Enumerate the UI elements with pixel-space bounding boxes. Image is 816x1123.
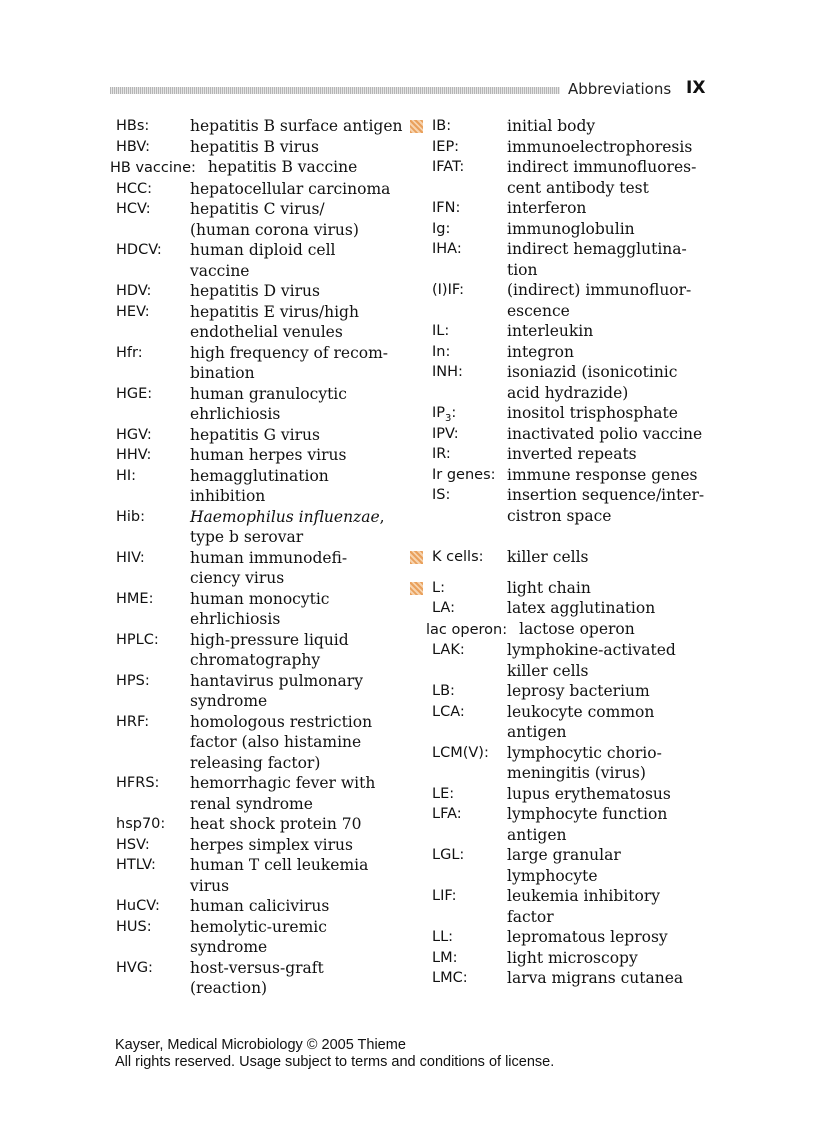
abbreviation-definition-line: host-versus-graft (190, 958, 324, 977)
abbreviation-term: LM: (432, 949, 458, 966)
section-marker-icon (410, 551, 423, 564)
abbreviation-definition-line: hemagglutination (190, 466, 329, 485)
abbreviation-definition-line: syndrome (190, 692, 268, 710)
abbreviation-definition-line: vaccine (190, 261, 250, 280)
abbreviation-term: HHV: (116, 447, 152, 463)
abbreviation-term: lac operon: (426, 621, 508, 638)
abbreviation-definition-line: lymphokine-activated (507, 641, 676, 659)
abbreviation-entry-ir-genes (408, 465, 708, 486)
abbreviation-entry-inh (408, 362, 708, 403)
abbreviation-definition-line: human diploid cell (190, 241, 336, 259)
abbreviation-term: LFA: (432, 806, 462, 822)
abbreviation-entry-hev (110, 302, 406, 343)
abbreviation-definition-line: factor (also histamine (190, 733, 362, 751)
abbreviation-term: LMC: (432, 970, 468, 986)
abbreviation-entry-hgv (110, 425, 406, 446)
abbreviation-term: IHA: (432, 241, 462, 257)
abbreviation-entry-ig (408, 219, 708, 240)
abbreviation-term: HDV: (116, 283, 152, 299)
abbreviation-term: HVG: (116, 959, 153, 976)
abbreviation-definition-line: meningitis (virus) (507, 764, 646, 782)
abbreviation-entry-hi (110, 466, 406, 507)
abbreviation-entry-hps (110, 671, 406, 712)
abbreviation-entry-hcv (110, 199, 406, 240)
abbreviation-definition-line: tion (507, 260, 538, 279)
abbreviation-term: HRF: (116, 713, 150, 730)
abbreviation-term: LB: (432, 683, 455, 699)
footer-line-1: Kayser, Medical Microbiology © 2005 Thieme (115, 1037, 406, 1053)
abbreviation-term: IB: (432, 118, 452, 134)
abbreviation-definition-line: lymphocyte (507, 866, 598, 885)
abbreviation-definition-line: heat shock protein 70 (190, 815, 362, 833)
abbreviation-definition-line: hepatitis D virus (190, 282, 320, 300)
subscript: 3 (445, 412, 452, 424)
abbreviation-term: LIF: (432, 888, 457, 904)
abbreviation-definition-line: inverted repeats (507, 445, 637, 463)
abbreviation-term: LCA: (432, 703, 465, 720)
abbreviation-definition-line: factor (507, 907, 554, 926)
abbreviation-entry-lm (408, 948, 708, 969)
abbreviation-entry-hb-vaccine (110, 157, 406, 179)
header-rule (110, 87, 560, 94)
abbreviation-definition-line: (indirect) immunofluor- (507, 281, 692, 299)
abbreviation-definition-line: hemorrhagic fever with (190, 774, 376, 792)
abbreviation-definition-line: human T cell leukemia (190, 856, 369, 874)
abbreviation-term: IS: (432, 487, 451, 503)
abbreviation-term: Hib: (116, 508, 146, 525)
abbreviation-definition-line: human granulocytic (190, 384, 347, 403)
abbreviation-entry-hfrs (110, 773, 406, 814)
abbreviation-definition-line: ciency virus (190, 569, 285, 587)
abbreviation-term: LA: (432, 600, 455, 616)
abbreviation-term: HME: (116, 590, 154, 607)
abbreviation-entry-lb (408, 681, 708, 702)
abbreviation-definition-line: human calicivirus (190, 897, 330, 915)
right-column (408, 116, 708, 989)
abbreviation-definition-line: hepatocellular carcinoma (190, 179, 391, 198)
abbreviation-term: LCM(V): (432, 744, 489, 761)
abbreviation-term: HSV: (116, 836, 150, 853)
abbreviation-definition-line: hepatitis B virus (190, 137, 319, 156)
abbreviation-term: HBs: (116, 118, 150, 134)
abbreviation-term: (I)IF: (432, 282, 464, 298)
abbreviation-entry-lif (408, 886, 708, 927)
abbreviation-term: Ig: (432, 220, 451, 237)
abbreviation-entry-iep (408, 137, 708, 158)
abbreviation-entry-l (408, 578, 708, 599)
abbreviation-definition-line: hepatitis B surface antigen (190, 117, 403, 135)
abbreviation-definition-line: ehrlichiosis (190, 405, 281, 423)
abbreviation-definition-line: inhibition (190, 487, 266, 505)
abbreviation-definition-line: immunoglobulin (507, 219, 635, 238)
abbreviation-term: HPLC: (116, 631, 159, 648)
abbreviation-entry-le (408, 784, 708, 805)
abbreviation-term: HCV: (116, 201, 151, 217)
page-number: IX (686, 78, 706, 98)
abbreviation-term: HuCV: (116, 898, 160, 914)
abbreviation-definition-line: releasing factor) (190, 753, 321, 772)
abbreviation-definition-line: syndrome (190, 938, 268, 956)
abbreviation-entry-lmc (408, 968, 708, 989)
abbreviation-entry-hdv (110, 281, 406, 302)
abbreviation-term: Ir genes: (432, 466, 496, 483)
section-gap (408, 568, 708, 578)
abbreviation-entry-ir (408, 444, 708, 465)
abbreviation-definition-line: interferon (507, 199, 587, 217)
abbreviation-term: IFAT: (432, 159, 465, 175)
abbreviation-definition: lactose operon (519, 619, 635, 638)
abbreviation-term: HIV: (116, 549, 145, 566)
abbreviation-definition-line: killer cells (507, 661, 589, 680)
abbreviation-definition-line: (reaction) (190, 979, 268, 997)
abbreviation-entry-hcc (110, 179, 406, 200)
abbreviation-term: IL: (432, 323, 450, 339)
abbreviation-entry-lgl (408, 845, 708, 886)
abbreviation-definition-line: large granular (507, 846, 621, 864)
abbreviation-entry-k-cells (408, 547, 708, 568)
abbreviation-definition-line: antigen (507, 825, 567, 844)
abbreviation-term: LE: (432, 785, 455, 802)
abbreviation-definition-line: human monocytic (190, 589, 330, 608)
abbreviation-definition-line: chromatography (190, 651, 321, 669)
abbreviation-definition-line: type b serovar (190, 528, 304, 546)
section-marker-icon (410, 120, 423, 133)
abbreviation-entry-lac-operon (408, 619, 708, 641)
abbreviation-definition-line: antigen (507, 723, 567, 741)
abbreviation-entry-in (408, 342, 708, 363)
abbreviation-definition-line: integron (507, 342, 574, 361)
abbreviation-term: LL: (432, 929, 454, 945)
abbreviation-definition-line: immune response genes (507, 465, 698, 484)
abbreviation-definition-line: herpes simplex virus (190, 835, 353, 854)
abbreviation-term: HCC: (116, 180, 153, 197)
abbreviation-entry-iha (408, 239, 708, 280)
abbreviation-entry-lak (408, 640, 708, 681)
abbreviation-term: INH: (432, 364, 463, 380)
abbreviation-term: HI: (116, 467, 137, 484)
abbreviation-entry-htlv (110, 855, 406, 896)
abbreviation-term: HB vaccine: (110, 160, 196, 176)
abbreviation-definition-line: insertion sequence/inter- (507, 486, 705, 504)
abbreviation-definition-line: isoniazid (isonicotinic (507, 363, 678, 381)
abbreviation-entry-hfr (110, 343, 406, 384)
abbreviation-definition-line: escence (507, 301, 570, 320)
abbreviation-entry-ifat (408, 157, 708, 198)
abbreviation-entry-hbv (110, 137, 406, 158)
abbreviation-entry-hus (110, 917, 406, 958)
abbreviation-definition-line: virus (190, 876, 230, 895)
abbreviation-entry-hbs (110, 116, 406, 137)
inline-entry-line (110, 157, 406, 179)
abbreviation-definition-line: human herpes virus (190, 446, 347, 464)
abbreviation-term: HEV: (116, 303, 150, 320)
abbreviation-entry-hrf (110, 712, 406, 774)
abbreviation-entry-hiv (110, 548, 406, 589)
abbreviation-entry-hvg (110, 958, 406, 999)
abbreviation-definition-line: hepatitis C virus/ (190, 200, 325, 218)
abbreviation-term: HTLV: (116, 857, 156, 873)
footer-line-2: All rights reserved. Usage subject to terms and conditions of license. (115, 1054, 555, 1070)
abbreviation-definition-line: leukemia inhibitory (507, 887, 660, 905)
abbreviation-entry-la (408, 598, 708, 619)
abbreviation-term: HDCV: (116, 242, 162, 258)
abbreviation-entry-hucv (110, 896, 406, 917)
abbreviation-entry-hsp70 (110, 814, 406, 835)
abbreviation-entry-hhv (110, 445, 406, 466)
abbreviation-entry-lfa (408, 804, 708, 845)
abbreviation-definition-line: cent antibody test (507, 178, 649, 197)
abbreviation-definition-line: latex agglutination (507, 599, 656, 617)
abbreviation-term: IPV: (432, 425, 459, 442)
abbreviation-definition-line: homologous restriction (190, 712, 373, 731)
abbreviation-term: HFRS: (116, 775, 160, 791)
abbreviation-term: IFN: (432, 200, 461, 216)
abbreviation-definition-line: killer cells (507, 548, 589, 566)
abbreviation-term: LGL: (432, 847, 465, 863)
abbreviation-term: HBV: (116, 138, 151, 155)
abbreviation-entry-ll (408, 927, 708, 948)
abbreviation-definition-line: (human corona virus) (190, 220, 359, 239)
abbreviation-definition-line: leprosy bacterium (507, 682, 650, 700)
abbreviation-entry-hplc (110, 630, 406, 671)
abbreviation-entry-hdcv (110, 240, 406, 281)
abbreviation-definition-line: Haemophilus influenzae, (190, 507, 385, 526)
abbreviation-definition-line: renal syndrome (190, 794, 313, 813)
abbreviation-definition-line: initial body (507, 117, 596, 135)
abbreviation-term: HUS: (116, 918, 152, 935)
abbreviation-definition-line: lepromatous leprosy (507, 928, 668, 946)
abbreviation-definition-line: larva migrans cutanea (507, 969, 684, 987)
abbreviation-definition-line: hepatitis G virus (190, 425, 320, 444)
copyright-footer (115, 1037, 554, 1071)
abbreviation-term: In: (432, 343, 451, 360)
abbreviation-definition-line: lymphocyte function (507, 805, 668, 823)
abbreviation-definition-line: leukocyte common (507, 702, 655, 721)
abbreviation-definition-line: inactivated polio vaccine (507, 424, 703, 443)
abbreviation-definition-line: lymphocytic chorio- (507, 743, 662, 762)
abbreviation-entry-il (408, 321, 708, 342)
abbreviation-term: Hfr: (116, 344, 143, 361)
abbreviation-entry-hib (110, 507, 406, 548)
section-gap (408, 526, 708, 547)
abbreviation-definition-line: high frequency of recom- (190, 343, 389, 362)
abbreviation-definition-line: inositol trisphosphate (507, 404, 678, 422)
abbreviation-definition-line: light microscopy (507, 948, 638, 967)
abbreviation-entry-ib (408, 116, 708, 137)
abbreviation-definition-line: indirect immunofluores- (507, 158, 697, 176)
abbreviation-definition-line: indirect hemagglutina- (507, 240, 687, 258)
abbreviation-entry-lcm-v (408, 743, 708, 784)
abbreviation-definition-line: light chain (507, 578, 591, 597)
abbreviation-definition-line: endothelial venules (190, 323, 343, 341)
abbreviation-definition-line: hantavirus pulmonary (190, 671, 363, 690)
abbreviation-entry-ifn (408, 198, 708, 219)
abbreviation-definition-line: human immunodefi- (190, 548, 348, 567)
abbreviation-term: IR: (432, 446, 451, 462)
abbreviation-entry-hme (110, 589, 406, 630)
abbreviation-definition-line: bination (190, 364, 255, 382)
abbreviation-definition: hepatitis B vaccine (207, 158, 358, 176)
abbreviation-definition-line: lupus erythematosus (507, 784, 671, 803)
inline-entry-line (408, 619, 708, 641)
abbreviation-entry-lca (408, 702, 708, 743)
abbreviation-entry-hsv (110, 835, 406, 856)
abbreviation-definition-line: cistron space (507, 506, 612, 525)
section-marker-icon (410, 582, 423, 595)
abbreviation-definition-line: ehrlichiosis (190, 610, 281, 628)
abbreviation-definition-line: acid hydrazide) (507, 383, 629, 402)
abbreviation-term: HPS: (116, 672, 150, 689)
abbreviation-definition-line: hepatitis E virus/high (190, 302, 359, 321)
left-column (110, 116, 406, 999)
italic-species-name: Haemophilus influenzae (190, 507, 380, 526)
abbreviation-definition-line: immunoelectrophoresis (507, 137, 693, 156)
running-header-section: Abbreviations (568, 80, 672, 98)
abbreviation-entry-hge (110, 384, 406, 425)
abbreviation-term: IEP: (432, 138, 460, 155)
abbreviation-term: K cells: (432, 549, 484, 565)
abbreviation-entry-ip3 (408, 403, 708, 424)
abbreviation-term: HGE: (116, 385, 153, 402)
abbreviation-term: $IP_3$: (432, 405, 457, 424)
abbreviation-entry-i-if (408, 280, 708, 321)
abbreviation-entry-is (408, 485, 708, 526)
abbreviation-term: L: (432, 579, 445, 596)
abbreviation-definition-line: interleukin (507, 322, 594, 340)
abbreviation-term: HGV: (116, 426, 152, 443)
abbreviation-definition-line: hemolytic-uremic (190, 917, 327, 936)
abbreviation-term: hsp70: (116, 816, 166, 832)
abbreviation-term: LAK: (432, 642, 465, 658)
abbreviation-definition-line: high-pressure liquid (190, 630, 349, 649)
abbreviation-entry-ipv (408, 424, 708, 445)
